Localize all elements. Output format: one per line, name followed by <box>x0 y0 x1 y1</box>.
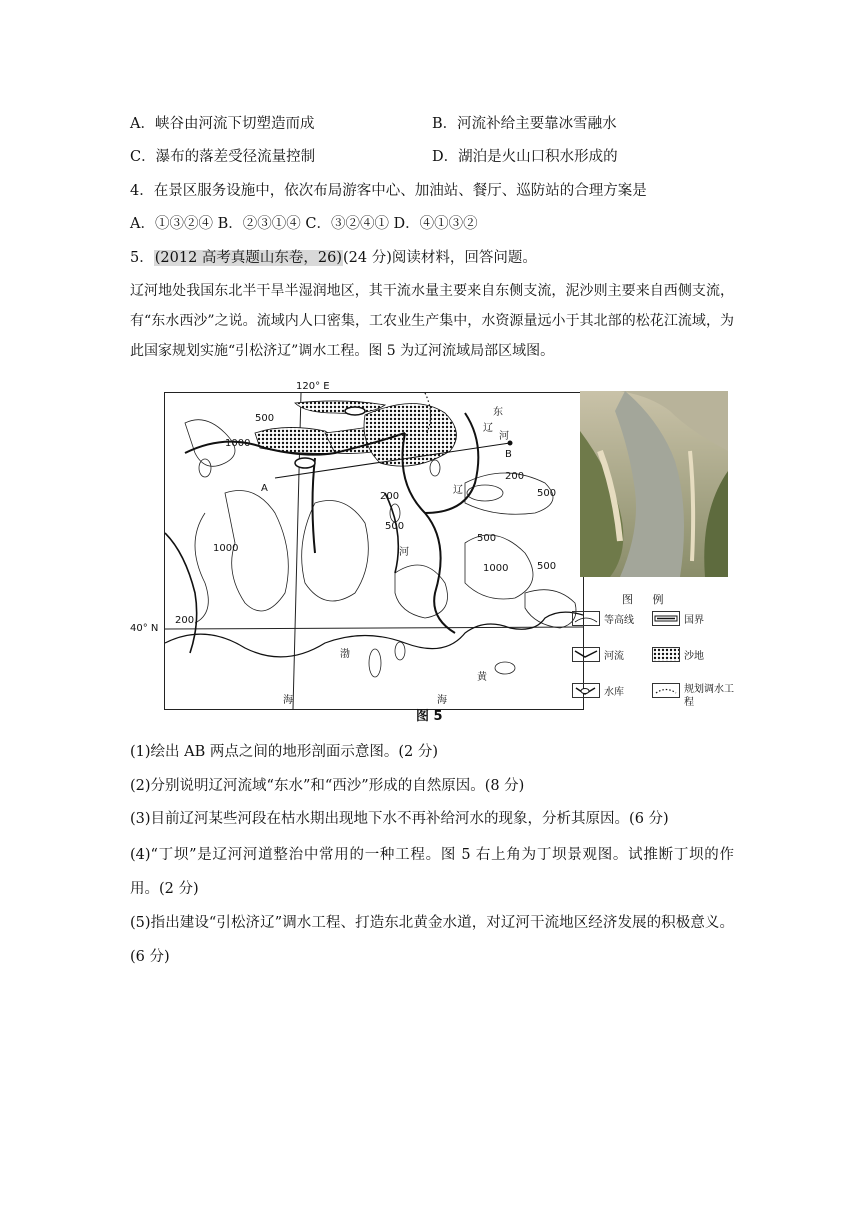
sub-question-3: (3)目前辽河某些河段在枯水期出现地下水不再补给河水的现象，分析其原因。(6 分) <box>130 811 669 827</box>
spur-dike-photo <box>580 391 728 577</box>
river-name-label: 河 <box>499 431 509 442</box>
legend-river-label: 河流 <box>604 651 624 662</box>
sea-label: 渤 <box>340 649 350 660</box>
liao-river-map <box>164 392 584 710</box>
question-5-material: 辽河地处我国东北半干旱半湿润地区，其干流水量主要来自东侧支流，泥沙则主要来自西侧支流，有“东水西沙”之说。流域内人口密集，工农业生产集中，水资源量远小于其北部的松花江流域，为此国家规划实施“引松济辽”调水工程。图 5 为辽河流域局部区域图。 <box>130 283 734 359</box>
contour-label: 200 <box>175 615 195 626</box>
contour-symbol-icon <box>572 611 600 626</box>
legend-reservoir <box>572 683 624 698</box>
contour-label: 500 <box>255 413 275 424</box>
contour-label: 1000 <box>225 438 251 449</box>
legend-sand <box>652 647 704 662</box>
sub-question-5: (5)指出建设“引松济辽”调水工程、打造东北黄金水道，对辽河干流地区经济发展的积极意义。(6 分) <box>130 915 734 965</box>
transfer-symbol-icon <box>652 683 680 698</box>
sand-symbol-icon <box>652 647 680 662</box>
point-b-label: B <box>505 449 512 460</box>
river-name-label: 辽 <box>483 423 493 434</box>
legend-border-label: 国界 <box>684 615 704 626</box>
contour-label: 1000 <box>483 563 509 574</box>
sub-question-1: (1)绘出 AB 两点之间的地形剖面示意图。(2 分) <box>130 744 439 760</box>
contour-label: 1000 <box>213 543 239 554</box>
option-3c: C．瀑布的落差受径流量控制 <box>130 149 316 165</box>
sea-label: 海 <box>283 695 293 706</box>
legend-river <box>572 647 624 662</box>
figure-caption: 图 5 <box>416 709 443 724</box>
river-name-label: 辽 <box>453 485 463 496</box>
river-name-label: 东 <box>493 407 503 418</box>
contour-label: 200 <box>380 491 400 502</box>
legend-border <box>652 611 704 626</box>
option-3d: D．湖泊是火山口积水形成的 <box>432 149 618 165</box>
sub-question-2: (2)分别说明辽河流域“东水”和“西沙”形成的自然原因。(8 分) <box>130 778 525 794</box>
question-5-source: (2012 高考真题山东卷，26) <box>154 250 343 266</box>
river-name-label: 河 <box>399 547 409 558</box>
question-4-options: A．①③②④ B．②③①④ C．③②④① D．④①③② <box>130 216 478 232</box>
sub-question-4: (4)“丁坝”是辽河河道整治中常用的一种工程。图 5 右上角为丁坝景观图。试推断丁坝的作用。(2 分) <box>130 847 734 897</box>
reservoir-symbol-icon <box>572 683 600 698</box>
legend-title: 图 例 <box>622 593 672 606</box>
border-symbol-icon <box>652 611 680 626</box>
contour-label: 500 <box>477 533 497 544</box>
question-5-intro: (24 分)阅读材料，回答问题。 <box>343 250 537 266</box>
sea-label: 黄 <box>477 672 487 683</box>
question-4-stem: 4．在景区服务设施中，依次布局游客中心、加油站、餐厅、巡防站的合理方案是 <box>130 183 647 199</box>
option-3a: A．峡谷由河流下切塑造而成 <box>130 116 315 132</box>
legend-transfer-label: 规划调水工程 <box>684 684 734 708</box>
legend-contour-label: 等高线 <box>604 615 634 626</box>
contour-label: 500 <box>537 488 557 499</box>
contour-label: 500 <box>385 521 405 532</box>
sea-label: 海 <box>437 695 447 706</box>
question-5-number: 5． <box>130 250 154 266</box>
legend-sand-label: 沙地 <box>684 651 704 662</box>
point-a-label: A <box>261 483 268 494</box>
river-symbol-icon <box>572 647 600 662</box>
legend-transfer <box>652 683 742 709</box>
figure-5 <box>130 381 740 724</box>
contour-label: 200 <box>505 471 525 482</box>
legend-reservoir-label: 水库 <box>604 687 624 698</box>
legend-contour <box>572 611 634 626</box>
longitude-label: 120° E <box>296 381 330 392</box>
contour-label: 500 <box>537 561 557 572</box>
option-3b: B．河流补给主要靠冰雪融水 <box>432 116 617 132</box>
latitude-label: 40° N <box>130 623 159 634</box>
question-5-header <box>130 246 537 267</box>
